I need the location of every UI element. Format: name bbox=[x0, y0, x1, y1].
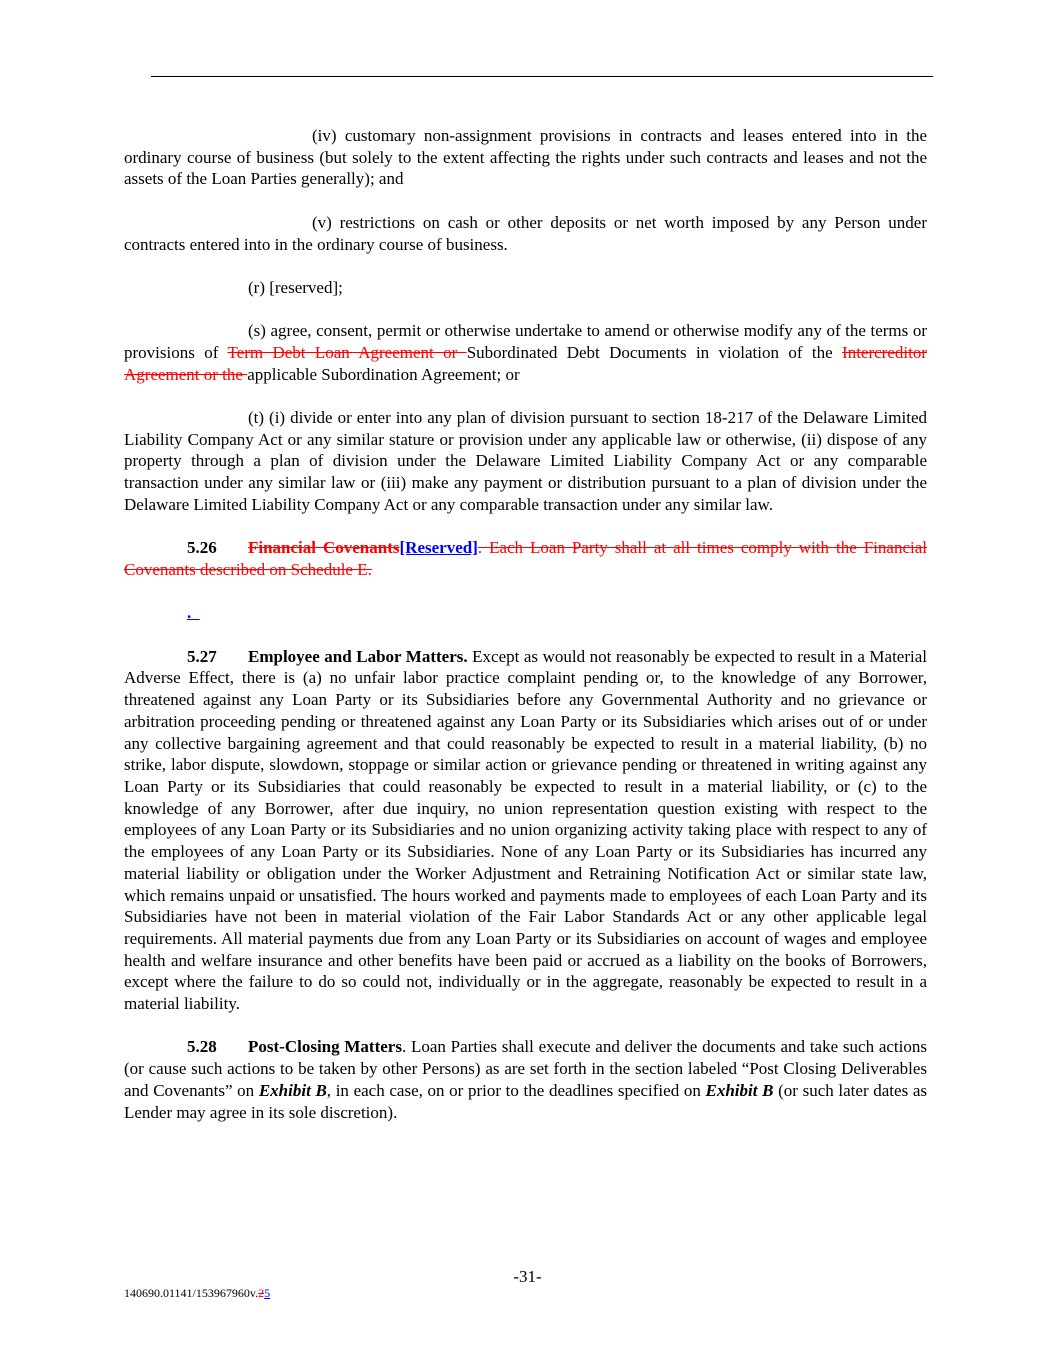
document-id bbox=[124, 1286, 270, 1300]
section-5-27-number: 5.27 bbox=[187, 646, 217, 666]
section-5-28-text-2: , in each case, on or prior to the deadlines specified on bbox=[326, 1080, 706, 1100]
version-old: 2 bbox=[258, 1286, 265, 1300]
clause-v: (v) restrictions on cash or other deposits or net worth imposed by any Person under contracts entered into in the ordinary course of business. bbox=[124, 212, 927, 254]
version-new: 5 bbox=[264, 1286, 271, 1300]
exhibit-b-ref-1: Exhibit B bbox=[258, 1080, 327, 1100]
section-5-28-title: Post-Closing Matters bbox=[248, 1037, 402, 1057]
clause-s-part2: Subordinated Debt Documents in violation of the bbox=[466, 342, 843, 362]
section-5-28 bbox=[124, 1036, 927, 1123]
section-5-28-text-3: (or such later dates as Lender may agree in its sole discretion). bbox=[124, 1080, 928, 1122]
clause-t: (t) (i) divide or enter into any plan of division pursuant to section 18-217 of the Delaware Limited Liability Company Act or any similar stature or provision under any applicable law or otherwise, (ii) dispose of any property through a plan of division under the Delaware Limited Liability Company Act or any comparable transaction under any similar law or (iii) make any payment or distribution pursuant to a plan of division under the Delaware Limited Liability Company Act or any comparable transaction under any similar law. bbox=[124, 408, 927, 514]
section-5-28-text-1: . Loan Parties shall execute and deliver the documents and take such actions (or cause such actions to be taken by other Persons) as are set forth in the section labeled “Post Closing Deliverables and Covenants” on bbox=[124, 1037, 927, 1100]
section-5-27-text: Except as would not reasonably be expected to result in a Material Adverse Effect, there is (a) no unfair labor practice complaint pending or, to the knowledge of any Borrower, threatened against any Loan Party or its Subsidiaries before any Governmental Authority and no grievance or arbitration proceeding pending or threatened against any Loan Party or its Subsidiaries which arises out of or under any collective bargaining agreement and that could reasonably be expected to result in a material liability, (b) no strike, labor dispute, slowdown, stoppage or similar action or grievance pending or threatened in writing against any Loan Party or its Subsidiaries that could reasonably be expected to result in a material liability, or (c) to the knowledge of any Borrower, after due inquiry, no union representation question existing with respect to the employees of any Loan Party or its Subsidiaries and no union organizing activity taking place with respect to any of the employees of any Loan Party or its Subsidiaries. None of any Loan Party or its Subsidiaries has incurred any material liability or obligation under the Worker Adjustment and Retraining Notification Act or similar state law, which remains unpaid or unsatisfied. The hours worked and payments made to employees of each Loan Party and its Subsidiaries have not been in material violation of the Fair Labor Standards Act or any other applicable legal requirements. All material payments due from any Loan Party or its Subsidiaries on account of wages and employee health and welfare insurance and other benefits have been paid or accrued as a liability on the books of Borrowers, except where the failure to do so could not, individually or in the aggregate, reasonably be expected to result in a material liability. bbox=[124, 646, 927, 1014]
clause-s-part3: applicable Subordination Agreement; or bbox=[247, 364, 520, 384]
document-body bbox=[124, 125, 927, 1123]
section-5-26 bbox=[124, 537, 927, 580]
document-id-text: 140690.01141/153967960v. bbox=[124, 1286, 259, 1300]
header-rule bbox=[151, 76, 933, 77]
section-5-26-insertion bbox=[124, 602, 927, 624]
section-5-26-number: 5.26 bbox=[187, 538, 217, 558]
section-5-26-inserted-title: [Reserved] bbox=[399, 538, 478, 558]
section-5-26-deleted-title: Financial Covenants bbox=[248, 538, 400, 558]
clause-s-deletion-1: Term Debt Loan Agreement or bbox=[227, 342, 467, 362]
section-5-27-title: Employee and Labor Matters. bbox=[248, 646, 468, 666]
clause-s-part1: (s) agree, consent, permit or otherwise undertake to amend or otherwise modify any of the terms or provisions of bbox=[124, 321, 927, 362]
section-5-28-number: 5.28 bbox=[187, 1037, 217, 1057]
page-number: -31- bbox=[513, 1267, 542, 1286]
section-5-26-deleted-text: . Each Loan Party shall at all times comply with the Financial Covenants described on Schedule E. bbox=[124, 538, 927, 579]
section-5-27 bbox=[124, 646, 927, 1015]
clause-r: (r) [reserved]; bbox=[248, 277, 343, 297]
exhibit-b-ref-2: Exhibit B bbox=[705, 1080, 774, 1100]
clause-iv: (iv) customary non-assignment provisions in contracts and leases entered into in the ordinary course of business (but solely to the extent affecting the rights under such contracts and leases and not the assets of the Loan Parties generally); and bbox=[124, 126, 927, 189]
inserted-period: . bbox=[187, 603, 192, 623]
clause-s-deletion-2: Intercreditor Agreement or the bbox=[124, 342, 927, 384]
clause-s bbox=[124, 320, 927, 385]
